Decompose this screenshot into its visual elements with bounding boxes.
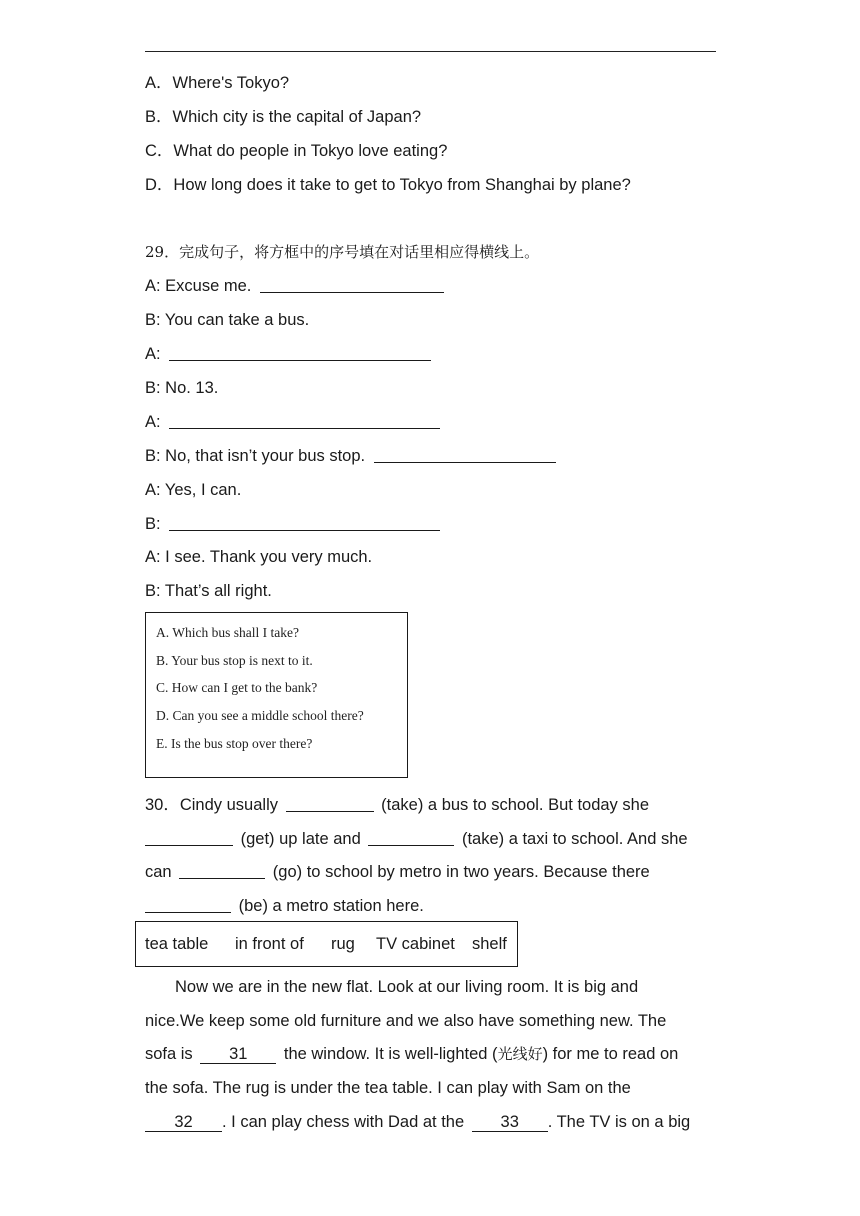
box-option-c: C. How can I get to the bank? [156, 680, 318, 695]
dialogue-line [145, 276, 444, 296]
dialogue-line [145, 412, 440, 432]
dialogue-text: B: No, that isn’t your bus stop. [145, 447, 366, 465]
dialogue-line: A: I see. Thank you very much. [145, 548, 373, 566]
q30-line [145, 862, 650, 882]
q28-option-b: B．Which city is the capital of Japan? [145, 108, 422, 126]
passage-text: . I can play chess with Dad at the [222, 1113, 465, 1131]
answer-blank[interactable] [169, 529, 440, 531]
q29-title: 29．完成句子，将方框中的序号填在对话里相应得横线上。 [145, 243, 540, 261]
dialogue-line [145, 514, 440, 534]
options-box [145, 612, 408, 778]
passage-line [145, 1112, 690, 1132]
word-item: in front of [235, 935, 304, 953]
word-item: rug [331, 935, 355, 953]
answer-blank[interactable] [179, 877, 265, 879]
dialogue-line: B: You can take a bus. [145, 311, 310, 329]
q30-line [145, 795, 649, 815]
answer-blank[interactable] [286, 810, 374, 812]
dialogue-line: B: That’s all right. [145, 582, 272, 600]
dialogue-text: A: [145, 345, 161, 363]
q30-text: (get) up late and [240, 830, 361, 848]
q28-option-d: D．How long does it take to get to Tokyo from Shanghai by plane? [145, 176, 631, 194]
q30-line [145, 896, 424, 916]
passage-line: nice.We keep some old furniture and we also have something new. The [145, 1012, 667, 1030]
dialogue-text: B: [145, 515, 161, 533]
passage-text-chinese: 光线好 [497, 1045, 543, 1063]
box-option-d: D. Can you see a middle school there? [156, 708, 364, 723]
q30-text: can [145, 863, 172, 881]
dialogue-line: A: Yes, I can. [145, 481, 242, 499]
passage-line [145, 1044, 678, 1064]
dialogue-text: A: [145, 413, 161, 431]
q28-option-c: C．What do people in Tokyo love eating? [145, 142, 448, 160]
passage-text: the window. It is well-lighted ( [283, 1045, 498, 1063]
q30-text: (take) a bus to school. But today she [381, 796, 649, 814]
passage-text: ) for me to read on [542, 1045, 679, 1063]
answer-blank[interactable] [145, 911, 231, 913]
answer-blank[interactable] [374, 461, 556, 463]
q30-text: (take) a taxi to school. And she [461, 830, 688, 848]
word-box [135, 921, 518, 967]
answer-blank[interactable] [145, 844, 233, 846]
answer-blank[interactable] [260, 291, 444, 293]
passage-line: the sofa. The rug is under the tea table. I can play with Sam on the [145, 1079, 631, 1097]
top-rule [145, 51, 716, 52]
dialogue-line [145, 446, 556, 466]
dialogue-line [145, 344, 431, 364]
q30-text: (be) a metro station here. [238, 897, 424, 915]
word-item: shelf [472, 935, 507, 953]
answer-blank[interactable] [368, 844, 454, 846]
passage-line: Now we are in the new flat. Look at our living room. It is big and [175, 978, 639, 996]
word-item: TV cabinet [376, 935, 455, 953]
box-option-b: B. Your bus stop is next to it. [156, 653, 313, 668]
answer-blank-33[interactable]: 33 [472, 1114, 548, 1132]
box-option-a: A. Which bus shall I take? [156, 625, 299, 640]
answer-blank[interactable] [169, 359, 431, 361]
q30-text: (go) to school by metro in two years. Because there [272, 863, 650, 881]
q30-line [145, 829, 688, 849]
word-item: tea table [145, 935, 209, 953]
dialogue-text: A: Excuse me. [145, 277, 252, 295]
answer-blank[interactable] [169, 427, 440, 429]
q28-option-a: A．Where's Tokyo? [145, 74, 290, 92]
passage-text: sofa is [145, 1045, 193, 1063]
answer-blank-32[interactable]: 32 [145, 1114, 222, 1132]
q30-text: 30．Cindy usually [145, 796, 278, 814]
box-option-e: E. Is the bus stop over there? [156, 736, 313, 751]
answer-blank-31[interactable]: 31 [200, 1046, 276, 1064]
passage-text: . The TV is on a big [547, 1113, 691, 1131]
dialogue-line: B: No. 13. [145, 379, 219, 397]
